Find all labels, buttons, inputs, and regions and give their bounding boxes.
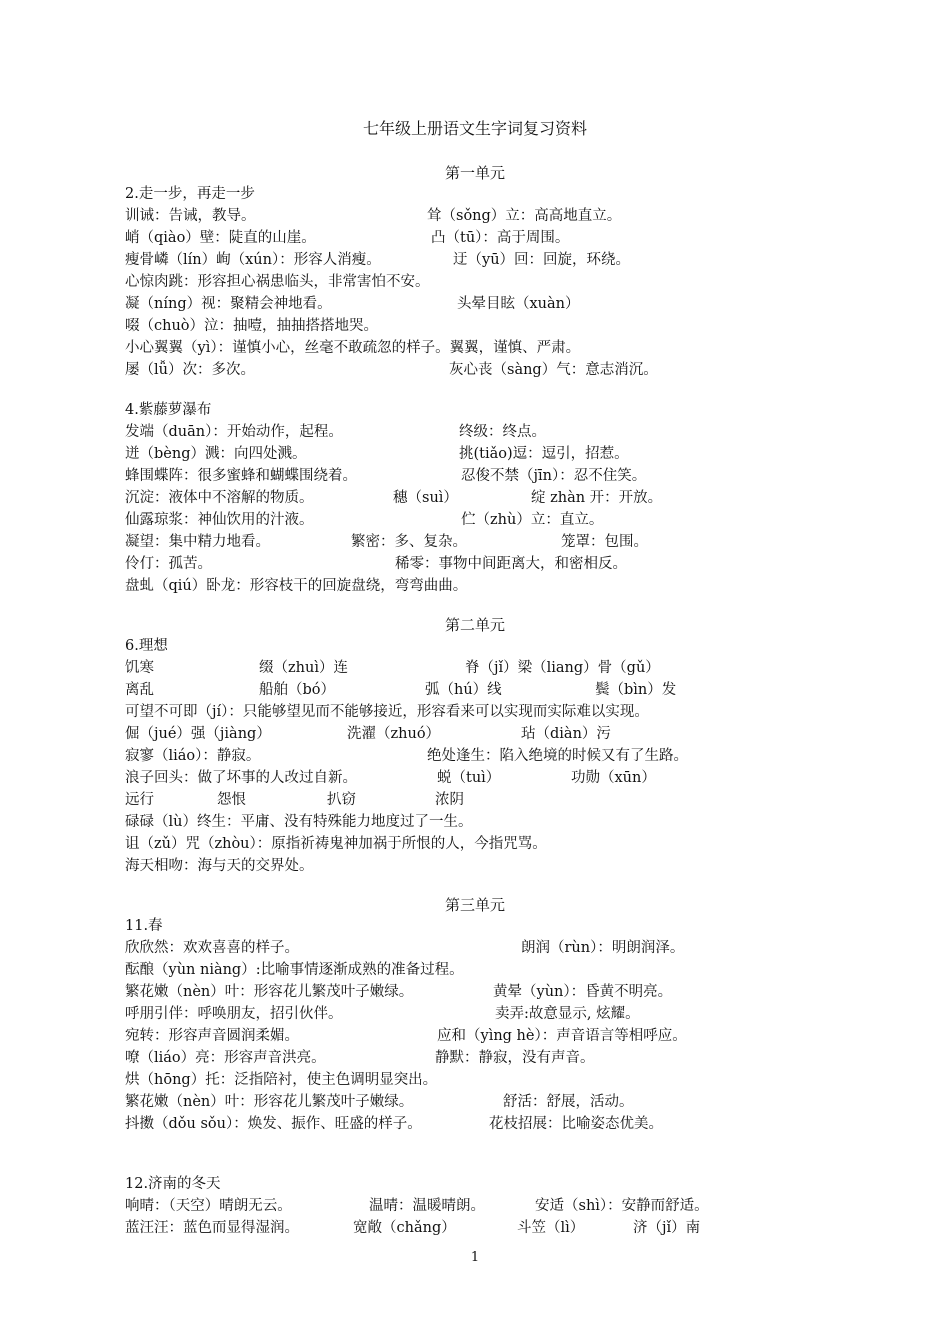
vocab-entry: 笼罩：包围。 — [561, 534, 648, 550]
vocab-line: 盘虬（qiú）卧龙：形容枝干的回旋盘绕，弯弯曲曲。 — [125, 578, 468, 594]
vocab-entry: 玷（diàn）污 — [521, 726, 611, 742]
vocab-entry: 远行 — [125, 792, 154, 808]
vocab-entry: 舒活：舒展，活动。 — [503, 1094, 634, 1110]
vocab-line: 可望不可即（jí）：只能够望见而不能够接近，形容看来可以实现而实际难以实现。 — [125, 704, 649, 720]
vocab-line — [125, 936, 925, 958]
vocab-entry: 呼朋引伴：呼唤朋友，招引伙伴。 — [125, 1006, 343, 1022]
vocab-entry: 仙露琼浆：神仙饮用的汁液。 — [125, 512, 314, 528]
vocab-entry: 洗濯（zhuó） — [347, 726, 441, 742]
vocab-entry: 忍俊不禁（jīn）：忍不住笑。 — [461, 468, 647, 484]
document-title: 七年级上册语文生字词复习资料 — [362, 119, 587, 138]
vocab-line — [125, 530, 925, 552]
vocab-entry: 应和（yìng hè）：声音语言等相呼应。 — [437, 1028, 687, 1044]
vocab-entry: 静默：静寂，没有声音。 — [435, 1050, 595, 1066]
vocab-entry: 欣欣然：欢欢喜喜的样子。 — [125, 940, 299, 956]
vocab-line: 烘（hōng）托：泛指陪衬，使主色调明显突出。 — [125, 1072, 438, 1088]
vocab-entry: 迸（bèng）溅：向四处溅。 — [125, 446, 307, 462]
vocab-line — [125, 980, 925, 1002]
vocab-line — [125, 552, 925, 574]
vocab-line — [125, 1046, 925, 1068]
vocab-entry: 屡（lǚ）次：多次。 — [125, 362, 255, 378]
unit-heading-2: 第二单元 — [444, 616, 505, 634]
vocab-line — [125, 464, 925, 486]
vocab-entry: 斗笠（lì） — [517, 1220, 585, 1236]
vocab-entry: 凝望：集中精力地看。 — [125, 534, 270, 550]
vocab-entry: 伶仃：孤苦。 — [125, 556, 212, 572]
vocab-line — [125, 766, 925, 788]
vocab-entry: 卖弄:故意显示, 炫耀。 — [495, 1006, 640, 1022]
vocab-entry: 峭（qiào）壁：陡直的山崖。 — [125, 230, 316, 246]
vocab-line — [125, 656, 925, 678]
unit-heading-3: 第三单元 — [444, 896, 505, 914]
vocab-line: 酝酿（yùn niàng）:比喻事情逐渐成熟的准备过程。 — [125, 962, 464, 978]
vocab-entry: 发端（duān）：开始动作，起程。 — [125, 424, 343, 440]
vocab-entry: 抖擞（dǒu sǒu）：焕发、振作、旺盛的样子。 — [125, 1116, 422, 1132]
vocab-line: 碌碌（lù）终生：平庸、没有特殊能力地度过了一生。 — [125, 814, 473, 830]
vocab-line: 海天相吻：海与天的交界处。 — [125, 858, 314, 874]
vocab-entry: 蜕（tuì） — [437, 770, 501, 786]
vocab-entry: 灰心丧（sàng）气：意志消沉。 — [449, 362, 658, 378]
vocab-entry: 弧（hú）线 — [425, 682, 502, 698]
vocab-entry: 温晴：温暖晴朗。 — [369, 1198, 485, 1214]
lesson-title: 4.紫藤萝瀑布 — [125, 402, 212, 418]
unit-heading-1: 第一单元 — [444, 164, 505, 182]
vocab-entry: 黄晕（yùn）：昏黄不明亮。 — [493, 984, 673, 1000]
vocab-line — [125, 744, 925, 766]
vocab-entry: 终级：终点。 — [459, 424, 546, 440]
vocab-entry: 嘹（liáo）亮：形容声音洪亮。 — [125, 1050, 326, 1066]
vocab-line — [125, 722, 925, 744]
vocab-entry: 寂寥（liáo）：静寂。 — [125, 748, 261, 764]
vocab-line — [125, 226, 925, 248]
vocab-entry: 船舶（bó） — [259, 682, 336, 698]
vocab-entry: 穗（suì） — [393, 490, 458, 506]
vocab-entry: 瘦骨嶙（lín）峋（xún）：形容人消瘦。 — [125, 252, 381, 268]
vocab-line — [125, 420, 925, 442]
vocab-line — [125, 358, 925, 380]
vocab-entry: 朗润（rùn）：明朗润泽。 — [521, 940, 685, 956]
page-number: 1 — [470, 1250, 480, 1265]
vocab-line — [125, 508, 925, 530]
lesson-title: 2.走一步，再走一步 — [125, 186, 255, 202]
vocab-line: 小心翼翼（yì）：谨慎小心，丝毫不敢疏忽的样子。翼翼，谨慎、严肃。 — [125, 340, 581, 356]
vocab-entry: 迂（yū）回：回旋，环绕。 — [453, 252, 631, 268]
vocab-line: 心惊肉跳：形容担心祸患临头，非常害怕不安。 — [125, 274, 430, 290]
vocab-entry: 凝（níng）视：聚精会神地看。 — [125, 296, 332, 312]
vocab-entry: 蓝汪汪：蓝色而显得湿润。 — [125, 1220, 299, 1236]
vocab-line — [125, 248, 925, 270]
vocab-entry: 浪子回头：做了坏事的人改过自新。 — [125, 770, 357, 786]
vocab-entry: 繁花嫩（nèn）叶：形容花儿繁茂叶子嫩绿。 — [125, 984, 414, 1000]
vocab-entry: 离乱 — [125, 682, 154, 698]
vocab-entry: 响晴：（天空）晴朗无云。 — [125, 1198, 292, 1214]
vocab-entry: 伫（zhù）立：直立。 — [461, 512, 604, 528]
vocab-line — [125, 1112, 925, 1134]
lesson-title: 12.济南的冬天 — [125, 1176, 221, 1192]
vocab-entry: 蜂围蝶阵：很多蜜蜂和蝴蝶围绕着。 — [125, 468, 357, 484]
lesson-title: 11.春 — [125, 918, 163, 934]
vocab-line: 诅（zǔ）咒（zhòu）：原指祈祷鬼神加祸于所恨的人，今指咒骂。 — [125, 836, 547, 852]
vocab-entry: 繁密：多、复杂。 — [351, 534, 467, 550]
vocab-entry: 脊（jǐ）梁（liang）骨（gǔ） — [465, 660, 660, 676]
vocab-entry: 宛转：形容声音圆润柔媚。 — [125, 1028, 299, 1044]
vocab-entry: 缀（zhuì）连 — [259, 660, 348, 676]
vocab-line — [125, 678, 925, 700]
vocab-entry: 花枝招展：比喻姿态优美。 — [489, 1116, 663, 1132]
vocab-entry: 宽敞（chǎng） — [353, 1220, 456, 1236]
vocab-entry: 怨恨 — [217, 792, 246, 808]
vocab-entry: 功勋（xūn） — [571, 770, 656, 786]
vocab-entry: 扒窃 — [327, 792, 356, 808]
vocab-line — [125, 1002, 925, 1024]
vocab-line — [125, 1090, 925, 1112]
vocab-entry: 沉淀：液体中不溶解的物质。 — [125, 490, 314, 506]
vocab-entry: 绽 zhàn 开：开放。 — [531, 490, 663, 506]
vocab-entry: 训诫：告诫，教导。 — [125, 208, 256, 224]
vocab-line — [125, 204, 925, 226]
vocab-entry: 济（jǐ）南 — [633, 1220, 701, 1236]
lesson-title: 6.理想 — [125, 638, 168, 654]
vocab-entry: 饥寒 — [125, 660, 154, 676]
vocab-entry: 浓阴 — [435, 792, 464, 808]
vocab-line — [125, 292, 925, 314]
vocab-entry: 稀零：事物中间距离大，和密相反。 — [395, 556, 627, 572]
vocab-entry: 倔（jué）强（jiàng） — [125, 726, 271, 742]
vocab-line — [125, 1024, 925, 1046]
vocab-line — [125, 1216, 925, 1238]
vocab-line — [125, 442, 925, 464]
vocab-entry: 鬓（bìn）发 — [595, 682, 677, 698]
vocab-entry: 凸（tū）：高于周围。 — [431, 230, 570, 246]
vocab-line — [125, 1194, 925, 1216]
vocab-entry: 繁花嫩（nèn）叶：形容花儿繁茂叶子嫩绿。 — [125, 1094, 414, 1110]
vocab-entry: 安适（shì）：安静而舒适。 — [535, 1198, 709, 1214]
vocab-entry: 挑(tiǎo)逗：逗引，招惹。 — [459, 446, 629, 462]
vocab-entry: 耸（sǒng）立：高高地直立。 — [427, 208, 622, 224]
vocab-entry: 头晕目眩（xuàn） — [457, 296, 580, 312]
vocab-entry: 绝处逢生：陷入绝境的时候又有了生路。 — [427, 748, 688, 764]
vocab-line — [125, 486, 925, 508]
vocab-line: 啜（chuò）泣：抽噎，抽抽搭搭地哭。 — [125, 318, 379, 334]
vocab-line — [125, 788, 925, 810]
